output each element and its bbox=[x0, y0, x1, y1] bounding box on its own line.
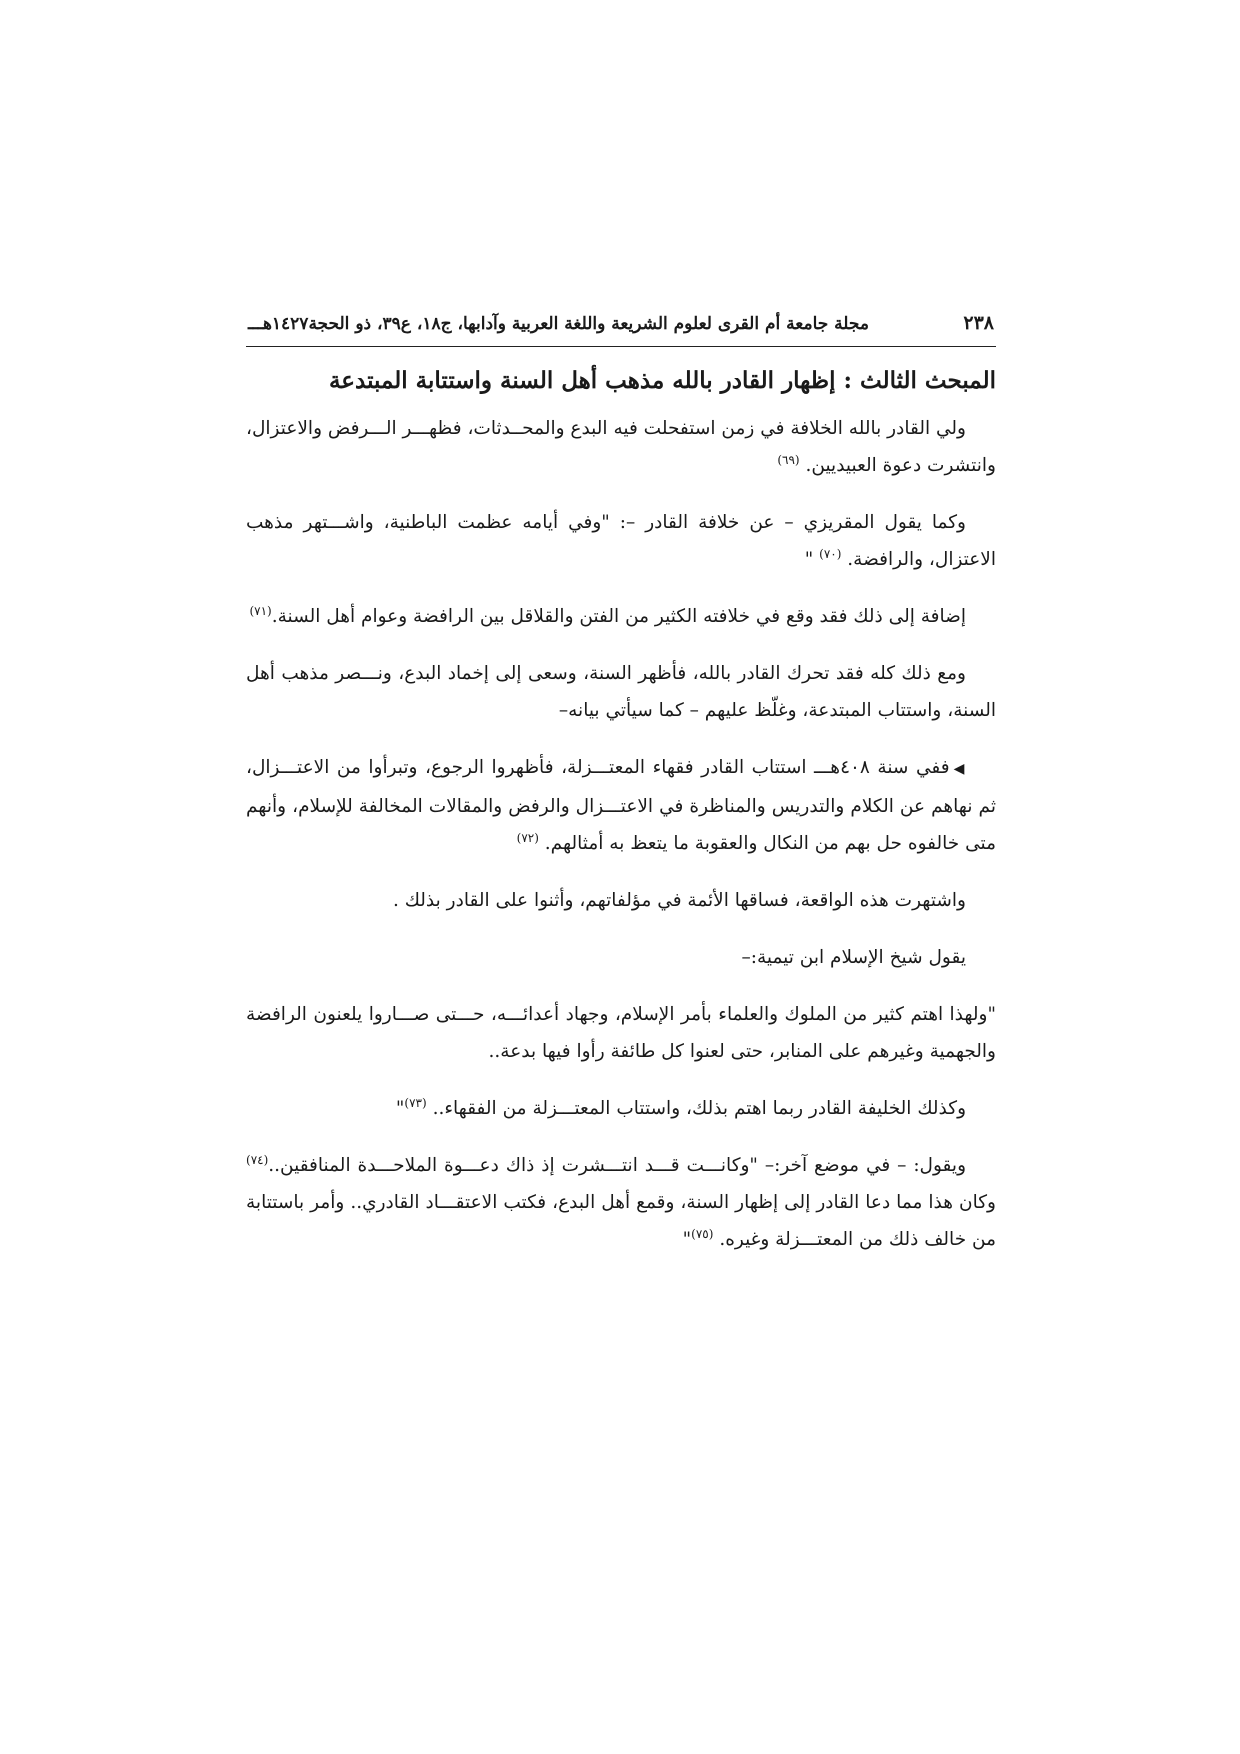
paragraph-10 bbox=[246, 1147, 996, 1258]
paragraph-text: واشتهرت هذه الواقعة، فساقها الأئمة في مؤلفاتهم، وأثنوا على القادر بذلك . bbox=[392, 890, 966, 911]
footnote-ref[interactable]: (٧٠) bbox=[819, 546, 842, 561]
paragraph-text: ولي القادر بالله الخلافة في زمن استفحلت فيه البدع والمحــدثات، فظهـــر الـــرفض والاعتزال، وانتشرت دعوة العبيديين. bbox=[246, 418, 996, 476]
footnote-ref[interactable]: (٧٢) bbox=[516, 830, 539, 845]
paragraph-1 bbox=[246, 410, 996, 484]
paragraph-5 bbox=[246, 749, 996, 862]
closing-quote: " bbox=[682, 1229, 692, 1250]
paragraph-text: إضافة إلى ذلك فقد وقع في خلافته الكثير من الفتن والقلاقل بين الرافضة وعوام أهل السنة. bbox=[271, 606, 966, 627]
paragraph-text: وكان هذا مما دعا القادر إلى إظهار السنة، وقمع أهل البدع، فكتب الاعتقـــاد القادري.. وأمر باستتابة من خالف ذلك من المعتـــزلة وغيره. bbox=[246, 1192, 996, 1250]
section-title: المبحث الثالث : إظهار القادر بالله مذهب أهل السنة واستتابة المبتدعة bbox=[328, 367, 996, 394]
document-page bbox=[246, 312, 996, 1278]
page-number: ٢٣٨ bbox=[963, 312, 994, 334]
paragraph-text: وكما يقول المقريزي – عن خلافة القادر –: "وفي أيامه عظمت الباطنية، واشـــتهر مذهب الاعتزال، والرافضة. bbox=[246, 512, 996, 570]
paragraph-8 bbox=[246, 996, 996, 1070]
paragraph-text: ففي سنة ٤٠٨هـــ استتاب القادر فقهاء المعتـــزلة، فأظهروا الرجوع، وتبرأوا من الاعتـــزال، ثم نهاهم عن الكلام والتدريس والمناظرة في الاعتـــزال والرفض والمقالات المخالفة للإسلام، وأنهم متى خالفوه حل بهم من النكال والعقوبة ما يتعظ به أمثالهم. bbox=[246, 757, 996, 854]
footnote-ref[interactable]: (٧٤) bbox=[246, 1152, 269, 1167]
footnote-ref[interactable]: (٦٩) bbox=[777, 452, 800, 467]
bullet-arrow-icon: ◀ bbox=[953, 761, 966, 777]
paragraph-7 bbox=[246, 939, 996, 976]
paragraph-4 bbox=[246, 655, 996, 729]
paragraph-6 bbox=[246, 882, 996, 919]
closing-quote: " bbox=[395, 1098, 405, 1119]
paragraph-text: "ولهذا اهتم كثير من الملوك والعلماء بأمر الإسلام، وجهاد أعدائـــه، حـــتى صـــاروا يلعنون الرافضة والجهمية وغيرهم على المنابر، حتى لعنوا كل طائفة رأوا فيها بدعة.. bbox=[246, 1004, 996, 1062]
footnote-ref[interactable]: (٧٥) bbox=[691, 1226, 714, 1241]
closing-quote: " bbox=[804, 549, 820, 570]
paragraph-text: وكذلك الخليفة القادر ربما اهتم بذلك، واستتاب المعتـــزلة من الفقهاء.. bbox=[432, 1098, 966, 1119]
footnote-ref[interactable]: (٧٣) bbox=[404, 1095, 427, 1110]
journal-citation: مجلة جامعة أم القرى لعلوم الشريعة واللغة العربية وآدابها، ج١٨، ع٣٩، ذو الحجة١٤٢٧هـــ bbox=[248, 314, 870, 334]
paragraph-2 bbox=[246, 504, 996, 578]
running-header bbox=[246, 312, 996, 346]
paragraph-text: يقول شيخ الإسلام ابن تيمية:– bbox=[741, 947, 966, 968]
footnote-ref[interactable]: (٧١) bbox=[249, 603, 272, 618]
header-rule bbox=[246, 346, 996, 347]
paragraph-text: ويقول: – في موضع آخر:– "وكانـــت قـــد انتـــشرت إذ ذاك دعـــوة الملاحـــدة المنافقين.. bbox=[268, 1155, 966, 1176]
paragraph-text: ومع ذلك كله فقد تحرك القادر بالله، فأظهر السنة، وسعى إلى إخماد البدع، ونـــصر مذهب أهل السنة، واستتاب المبتدعة، وغلّظ عليهم – كما سيأتي بيانه– bbox=[246, 663, 996, 721]
paragraph-9 bbox=[246, 1090, 996, 1127]
paragraph-3 bbox=[246, 598, 996, 635]
